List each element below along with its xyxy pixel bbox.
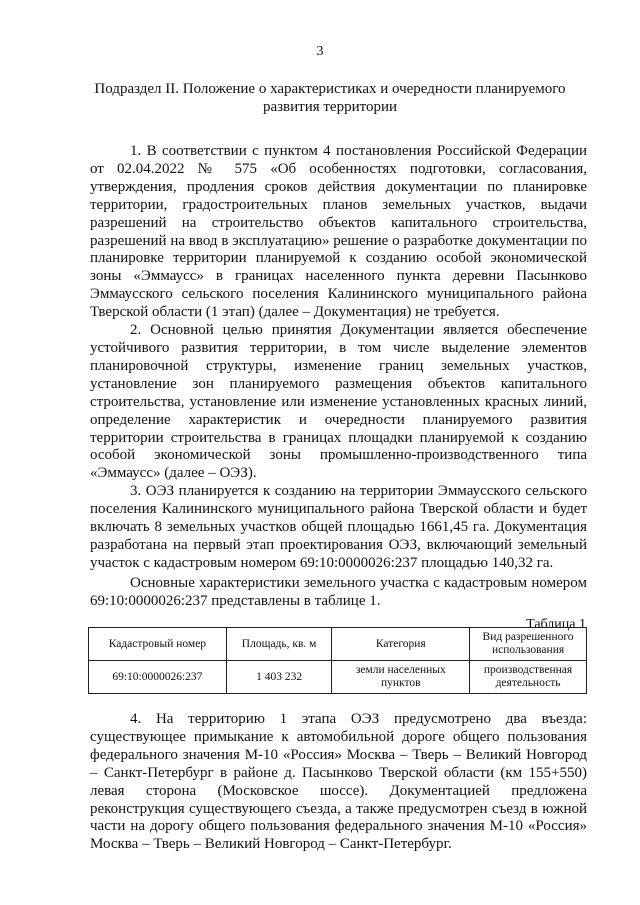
table-cell: 69:10:0000026:237 [89, 661, 227, 694]
paragraph-3: 3. ОЭЗ планируется к созданию на территории Эммаусского сельского поселения Калининского муниципального района Тверской области и будет включать 8 земельных участков общей площадью 1661,45 га. Документация разработана на первый этап проектирования ОЭЗ, включающий земельный участок с кадастровым номером 69:10:0000026:237 площадью 140,32 га. [90, 483, 587, 571]
table-cell: 1 403 232 [226, 661, 332, 694]
table-header-row [89, 628, 587, 661]
table-header-cell: Площадь, кв. м [226, 628, 332, 661]
body-block-main [90, 143, 587, 573]
table-cell: производственная деятельность [470, 661, 587, 694]
paragraph-table-intro: Основные характеристики земельного участка с кадастровым номером 69:10:0000026:237 представлены в таблице 1. [90, 575, 587, 609]
paragraph-1: 1. В соответствии с пунктом 4 постановления Российской Федерации от 02.04.2022 № 575 «Об особенностях подготовки, согласования, утверждения, продления сроков действия документации по планировке территории, градостроительных планов земельных участков, выдачи разрешений на строительство объектов капитального строительства, разрешений на ввод в эксплуатацию» решение о разработке документации по планировке территории планируемой к созданию особой экономической зоны «Эммаусс» в границах населенного пункта деревни Пасынково Эммаусского сельского поселения Калининского муниципального района Тверской области (1 этап) (далее – Документация) не требуется. [90, 143, 587, 321]
table-row [89, 661, 587, 694]
paragraph-2: 2. Основной целью принятия Документации является обеспечение устойчивого развития территории, в том числе выделение элементов планировочной структуры, изменение границ земельных участков, установление зон планируемого размещения объектов капитального строительства, установление или изменение установленных красных линий, определение характеристик и очередности планируемого развития территории строительства в границах площадки планируемой к созданию особой экономической зоны промышленно-производственного типа «Эммаусс» (далее – ОЭЗ). [90, 322, 587, 482]
subsection-heading: Подраздел II. Положение о характеристиках и очередности планируемого развития территории [94, 81, 566, 115]
page-number: 3 [316, 44, 324, 59]
body-block-table-intro [90, 575, 587, 611]
table-cell: земли населенных пунктов [332, 661, 470, 694]
land-plot-table [88, 627, 587, 694]
table-header-cell: Вид разрешенного использования [470, 628, 587, 661]
body-block-entrances [90, 711, 587, 854]
paragraph-4: 4. На территорию 1 этапа ОЭЗ предусмотрено два въезда: существующее примыкание к автомобильной дороге общего пользования федерального значения М-10 «Россия» Москва – Тверь – Великий Новгород – Санкт-Петербург в районе д. Пасынково Тверской области (км 155+550) левая сторона (Московское шоссе). Документацией предложена реконструкция существующего съезда, а также предусмотрен съезд в южной части на дорогу общего пользования федерального значения М-10 «Россия» Москва – Тверь – Великий Новгород – Санкт-Петербург. [90, 711, 587, 853]
table-caption: Таблица 1 [526, 617, 586, 632]
table-header-cell: Категория [332, 628, 470, 661]
table-header-cell: Кадастровый номер [89, 628, 227, 661]
